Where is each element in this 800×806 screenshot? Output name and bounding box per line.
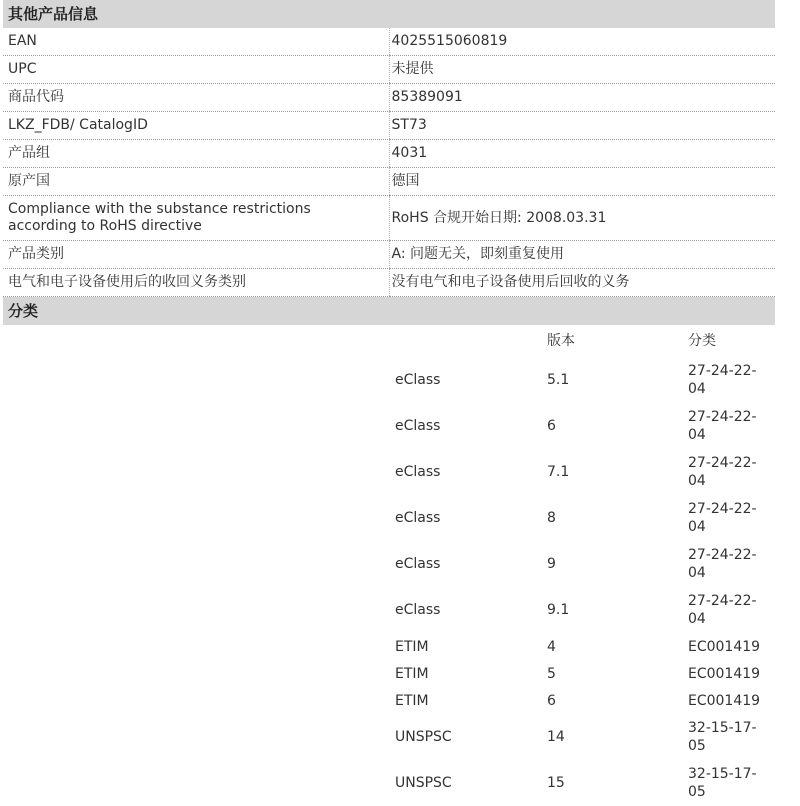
info-label: UPC (3, 56, 389, 84)
classification-code: 27-24-22-04 (688, 455, 757, 489)
info-value: 德国 (389, 168, 775, 196)
column-header-version: 版本 (547, 333, 575, 349)
classification-code: 32-15-17-05 (688, 720, 757, 754)
info-row (3, 84, 775, 112)
classification-row (392, 541, 775, 587)
column-header-system (392, 325, 544, 357)
classification-code: 32-15-17-05 (688, 766, 757, 800)
section-header-other-info: 其他产品信息 (3, 0, 775, 28)
classification-row (392, 587, 775, 633)
classification-header-row (392, 325, 775, 357)
classification-system: eClass (395, 556, 441, 572)
classification-row (392, 760, 775, 806)
classification-version: 14 (547, 729, 565, 745)
info-row (3, 56, 775, 84)
classification-version: 5 (547, 665, 556, 682)
classification-system: eClass (395, 510, 441, 526)
classification-version: 7.1 (547, 464, 570, 480)
classification-row (392, 633, 775, 660)
classification-code: 27-24-22-04 (688, 547, 757, 581)
classification-code: 27-24-22-04 (688, 363, 757, 397)
info-row (3, 168, 775, 196)
classification-version: 4 (547, 638, 556, 655)
info-value: ST73 (389, 112, 775, 140)
info-value: 4025515060819 (389, 28, 775, 56)
info-row (3, 269, 775, 297)
classification-version: 9 (547, 556, 556, 572)
info-value: 没有电气和电子设备使用后回收的义务 (389, 269, 775, 297)
info-label: Compliance with the substance restrictions according to RoHS directive (3, 196, 389, 241)
info-value: 4031 (389, 140, 775, 168)
classification-row (392, 495, 775, 541)
classification-system: eClass (395, 464, 441, 480)
classification-system: eClass (395, 372, 441, 388)
info-label: 产品类别 (3, 241, 389, 269)
info-label: 产品组 (3, 140, 389, 168)
classification-code: EC001419 (688, 638, 761, 655)
classification-version: 15 (547, 775, 565, 791)
classification-code: EC001419 (688, 665, 761, 682)
product-info-container (3, 0, 775, 806)
column-header-class: 分类 (688, 333, 716, 349)
info-row (3, 140, 775, 168)
info-value: 85389091 (389, 84, 775, 112)
classification-version: 8 (547, 510, 556, 526)
classification-version: 6 (547, 418, 556, 434)
info-label: 电气和电子设备使用后的收回义务类别 (3, 269, 389, 297)
info-row (3, 196, 775, 241)
info-label: LKZ_FDB/ CatalogID (3, 112, 389, 140)
classification-row (392, 357, 775, 403)
classification-system: UNSPSC (395, 729, 452, 745)
classification-version: 6 (547, 692, 556, 709)
classification-system: UNSPSC (395, 775, 452, 791)
classification-code: 27-24-22-04 (688, 409, 757, 443)
info-row (3, 28, 775, 56)
classification-system: ETIM (395, 638, 429, 655)
classification-row (392, 714, 775, 760)
classification-code: 27-24-22-04 (688, 593, 757, 627)
classification-version: 9.1 (547, 602, 570, 618)
info-label: EAN (3, 28, 389, 56)
info-row (3, 241, 775, 269)
other-info-table (3, 28, 775, 297)
classification-row (392, 660, 775, 687)
classification-system: ETIM (395, 692, 429, 709)
classification-system: ETIM (395, 665, 429, 682)
info-label: 商品代码 (3, 84, 389, 112)
classification-system: eClass (395, 418, 441, 434)
info-value: A: 问题无关，即刻重复使用 (389, 241, 775, 269)
classification-row (392, 687, 775, 714)
classification-system: eClass (395, 602, 441, 618)
classification-code: EC001419 (688, 692, 761, 709)
classification-row (392, 403, 775, 449)
info-row (3, 112, 775, 140)
info-value: 未提供 (389, 56, 775, 84)
classification-table (392, 325, 775, 806)
info-value: RoHS 合规开始日期: 2008.03.31 (389, 196, 775, 241)
classification-code: 27-24-22-04 (688, 501, 757, 535)
section-header-classification: 分类 (3, 297, 775, 325)
info-label: 原产国 (3, 168, 389, 196)
classification-version: 5.1 (547, 372, 570, 388)
classification-row (392, 449, 775, 495)
